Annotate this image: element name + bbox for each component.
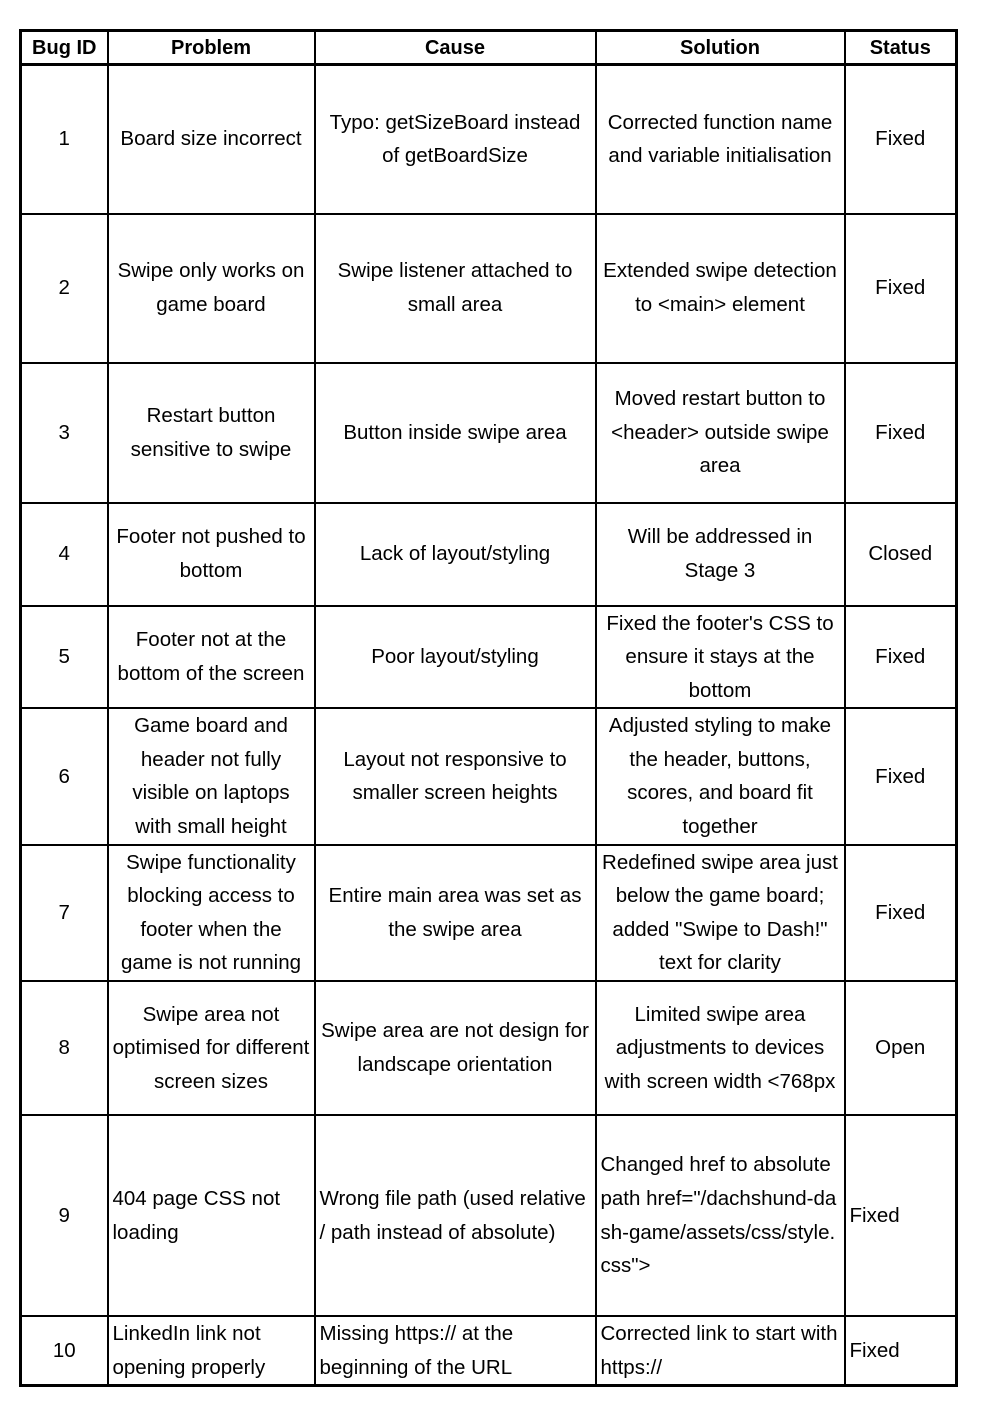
cause-cell: Typo: getSizeBoard instead of getBoardSize: [315, 65, 596, 214]
cause-cell: Entire main area was set as the swipe area: [315, 845, 596, 981]
status-cell: Fixed: [845, 708, 957, 844]
table-row: [21, 606, 957, 709]
cause-cell: Swipe area are not design for landscape orientation: [315, 981, 596, 1115]
solution-cell: Moved restart button to <header> outside swipe area: [596, 363, 845, 503]
table-row: [21, 65, 957, 214]
cause-cell: Wrong file path (used relative / path instead of absolute): [315, 1115, 596, 1316]
solution-cell: Fixed the footer's CSS to ensure it stays at the bottom: [596, 606, 845, 709]
table-row: [21, 845, 957, 981]
cause-cell: Layout not responsive to smaller screen heights: [315, 708, 596, 844]
status-cell: Fixed: [845, 1115, 957, 1316]
cause-cell: Swipe listener attached to small area: [315, 214, 596, 363]
bug-id-cell: 5: [21, 606, 108, 709]
bug-id-cell: 8: [21, 981, 108, 1115]
solution-cell: Changed href to absolute path href="/dachshund-dash-game/assets/css/style.css">: [596, 1115, 845, 1316]
problem-cell: Footer not pushed to bottom: [108, 503, 315, 606]
column-header-bug-id: Bug ID: [21, 31, 108, 65]
problem-cell: Swipe only works on game board: [108, 214, 315, 363]
status-cell: Fixed: [845, 214, 957, 363]
column-header-problem: Problem: [108, 31, 315, 65]
status-cell: Fixed: [845, 606, 957, 709]
cause-cell: Lack of layout/styling: [315, 503, 596, 606]
table-row: [21, 1115, 957, 1316]
solution-cell: Corrected function name and variable initialisation: [596, 65, 845, 214]
cause-cell: Missing https:// at the beginning of the URL: [315, 1316, 596, 1386]
table-row: [21, 503, 957, 606]
table-header-row: [21, 31, 957, 65]
solution-cell: Will be addressed in Stage 3: [596, 503, 845, 606]
status-cell: Fixed: [845, 845, 957, 981]
problem-cell: Restart button sensitive to swipe: [108, 363, 315, 503]
solution-cell: Limited swipe area adjustments to devices with screen width <768px: [596, 981, 845, 1115]
bug-id-cell: 2: [21, 214, 108, 363]
cause-cell: Button inside swipe area: [315, 363, 596, 503]
table-row: [21, 214, 957, 363]
bug-tracking-table: [19, 29, 958, 1387]
problem-cell: Footer not at the bottom of the screen: [108, 606, 315, 709]
status-cell: Fixed: [845, 363, 957, 503]
problem-cell: Swipe area not optimised for different screen sizes: [108, 981, 315, 1115]
bug-id-cell: 7: [21, 845, 108, 981]
problem-cell: Board size incorrect: [108, 65, 315, 214]
column-header-status: Status: [845, 31, 957, 65]
bug-id-cell: 10: [21, 1316, 108, 1386]
bug-id-cell: 6: [21, 708, 108, 844]
solution-cell: Extended swipe detection to <main> element: [596, 214, 845, 363]
column-header-solution: Solution: [596, 31, 845, 65]
bug-id-cell: 3: [21, 363, 108, 503]
table-row: [21, 363, 957, 503]
problem-cell: LinkedIn link not opening properly: [108, 1316, 315, 1386]
bug-id-cell: 4: [21, 503, 108, 606]
table-row: [21, 1316, 957, 1386]
problem-cell: 404 page CSS not loading: [108, 1115, 315, 1316]
bug-id-cell: 9: [21, 1115, 108, 1316]
status-cell: Fixed: [845, 1316, 957, 1386]
column-header-cause: Cause: [315, 31, 596, 65]
problem-cell: Game board and header not fully visible on laptops with small height: [108, 708, 315, 844]
table-row: [21, 981, 957, 1115]
solution-cell: Corrected link to start with https://: [596, 1316, 845, 1386]
table-row: [21, 708, 957, 844]
status-cell: Fixed: [845, 65, 957, 214]
solution-cell: Redefined swipe area just below the game board; added "Swipe to Dash!" text for clarity: [596, 845, 845, 981]
status-cell: Closed: [845, 503, 957, 606]
cause-cell: Poor layout/styling: [315, 606, 596, 709]
solution-cell: Adjusted styling to make the header, buttons, scores, and board fit together: [596, 708, 845, 844]
problem-cell: Swipe functionality blocking access to footer when the game is not running: [108, 845, 315, 981]
bug-id-cell: 1: [21, 65, 108, 214]
status-cell: Open: [845, 981, 957, 1115]
